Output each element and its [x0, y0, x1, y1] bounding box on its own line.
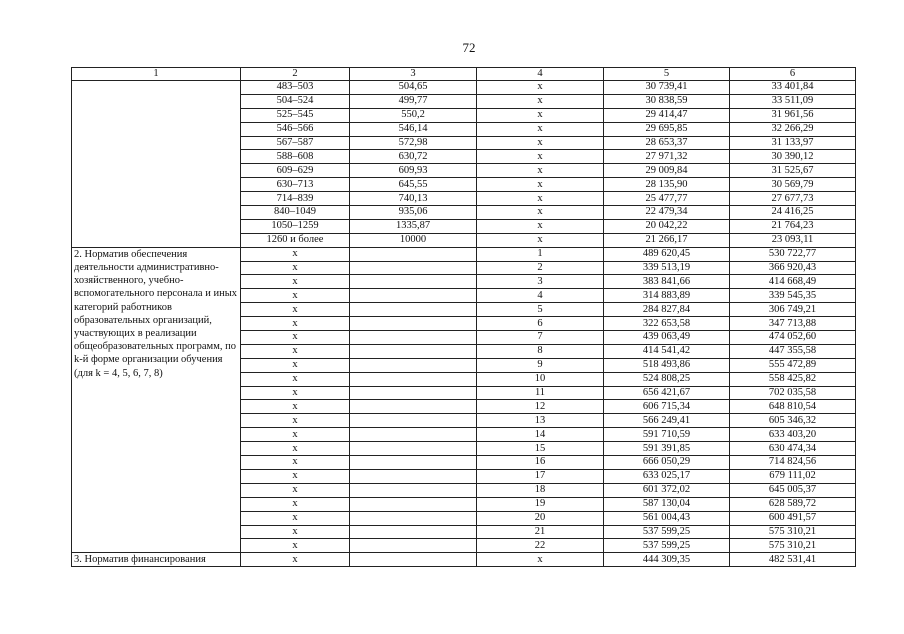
- table-cell: 19: [477, 497, 604, 511]
- table-cell: 572,98: [350, 136, 477, 150]
- table-cell: x: [241, 469, 350, 483]
- table-cell: 24 416,25: [730, 206, 856, 220]
- table-cell: x: [477, 233, 604, 247]
- table-cell: 2: [477, 261, 604, 275]
- table-cell: x: [241, 317, 350, 331]
- table-cell: [350, 344, 477, 358]
- table-cell: x: [477, 150, 604, 164]
- table-cell: x: [477, 553, 604, 567]
- table-cell: 29 695,85: [604, 122, 730, 136]
- table-cell: 28 653,37: [604, 136, 730, 150]
- table-cell: 6: [730, 68, 856, 81]
- table-cell: 6: [477, 317, 604, 331]
- table-cell: 518 493,86: [604, 358, 730, 372]
- table-cell: 7: [477, 331, 604, 345]
- table-cell: 444 309,35: [604, 553, 730, 567]
- table-cell: 33 511,09: [730, 94, 856, 108]
- table-cell: 13: [477, 414, 604, 428]
- table-cell: [350, 275, 477, 289]
- section-3-label: 3. Норматив финансирования: [72, 553, 241, 567]
- table-cell: [350, 317, 477, 331]
- table-header-row: [72, 68, 856, 81]
- table-cell: 558 425,82: [730, 372, 856, 386]
- table-cell: 27 677,73: [730, 192, 856, 206]
- table-cell: 2: [241, 68, 350, 81]
- table-cell: 22: [477, 539, 604, 553]
- table-cell: x: [477, 192, 604, 206]
- table-cell: 10: [477, 372, 604, 386]
- table-cell: 630 474,34: [730, 442, 856, 456]
- table-cell: 339 545,35: [730, 289, 856, 303]
- table-cell: 414 541,42: [604, 344, 730, 358]
- table-cell: [350, 331, 477, 345]
- table-cell: x: [241, 442, 350, 456]
- table-cell: 840–1049: [241, 206, 350, 220]
- table-cell: 575 310,21: [730, 525, 856, 539]
- table-cell: 605 346,32: [730, 414, 856, 428]
- table-cell: [350, 400, 477, 414]
- table-cell: 22 479,34: [604, 206, 730, 220]
- table-cell: 20: [477, 511, 604, 525]
- table-cell: 525–545: [241, 108, 350, 122]
- table-cell: [350, 511, 477, 525]
- table-cell: 609,93: [350, 164, 477, 178]
- table-cell: 561 004,43: [604, 511, 730, 525]
- table-cell: [350, 372, 477, 386]
- table-cell: 1050–1259: [241, 219, 350, 233]
- table-cell: 31 133,97: [730, 136, 856, 150]
- section-2-label: 2. Норматив обеспечения деятельности административно-хозяйственного, учебно-вспомогательного персонала и иных категорий работников образовательных организаций, участвующих в реализации общеобразовательных программ, по k-й форме организации обучения (для k = 4, 5, 6, 7, 8): [72, 247, 241, 553]
- table-cell: 482 531,41: [730, 553, 856, 567]
- table-cell: [350, 497, 477, 511]
- table-cell: 1: [72, 68, 241, 81]
- table-cell: x: [477, 108, 604, 122]
- table-cell: 447 355,58: [730, 344, 856, 358]
- table-cell: 8: [477, 344, 604, 358]
- table-cell: 4: [477, 68, 604, 81]
- table-cell: x: [241, 344, 350, 358]
- table-cell: x: [241, 358, 350, 372]
- table-cell: 31 525,67: [730, 164, 856, 178]
- table-cell: x: [477, 164, 604, 178]
- table-cell: x: [241, 261, 350, 275]
- table-cell: 30 838,59: [604, 94, 730, 108]
- table-cell: 630,72: [350, 150, 477, 164]
- table-cell: x: [477, 94, 604, 108]
- table-cell: x: [241, 331, 350, 345]
- table-body: [72, 68, 856, 567]
- table-cell: [350, 456, 477, 470]
- table-cell: 740,13: [350, 192, 477, 206]
- table-cell: 20 042,22: [604, 219, 730, 233]
- norms-table: [71, 67, 856, 567]
- table-cell: 322 653,58: [604, 317, 730, 331]
- table-cell: x: [241, 303, 350, 317]
- table-cell: 4: [477, 289, 604, 303]
- table-cell: x: [241, 275, 350, 289]
- table-cell: 645,55: [350, 178, 477, 192]
- table-cell: [350, 303, 477, 317]
- table-cell: 474 052,60: [730, 331, 856, 345]
- table-cell: 633 403,20: [730, 428, 856, 442]
- table-cell: 499,77: [350, 94, 477, 108]
- table-cell: x: [477, 122, 604, 136]
- table-cell: 566 249,41: [604, 414, 730, 428]
- table-cell: 1260 и более: [241, 233, 350, 247]
- table-cell: 306 749,21: [730, 303, 856, 317]
- page-number: 72: [462, 40, 476, 55]
- table-cell: x: [241, 414, 350, 428]
- table-cell: 284 827,84: [604, 303, 730, 317]
- table-cell: 21: [477, 525, 604, 539]
- table-cell: 606 715,34: [604, 400, 730, 414]
- table-cell: [350, 469, 477, 483]
- table-cell: [350, 428, 477, 442]
- table-cell: 11: [477, 386, 604, 400]
- table-cell: 10000: [350, 233, 477, 247]
- table-cell: 567–587: [241, 136, 350, 150]
- table-cell: 5: [604, 68, 730, 81]
- table-cell: 21 266,17: [604, 233, 730, 247]
- table-cell: 714–839: [241, 192, 350, 206]
- table-cell: [350, 414, 477, 428]
- table-cell: 18: [477, 483, 604, 497]
- table-cell: 489 620,45: [604, 247, 730, 261]
- table-cell: x: [241, 539, 350, 553]
- table-cell: x: [241, 247, 350, 261]
- table-cell: x: [477, 206, 604, 220]
- table-cell: x: [241, 456, 350, 470]
- table-cell: 546–566: [241, 122, 350, 136]
- table-cell: 656 421,67: [604, 386, 730, 400]
- table-cell: 30 739,41: [604, 81, 730, 95]
- table-cell: 504–524: [241, 94, 350, 108]
- table-cell: [350, 358, 477, 372]
- table-cell: 15: [477, 442, 604, 456]
- table-cell: 537 599,25: [604, 525, 730, 539]
- table-cell: x: [241, 289, 350, 303]
- table-cell: 600 491,57: [730, 511, 856, 525]
- table-cell: 439 063,49: [604, 331, 730, 345]
- table-cell: x: [241, 553, 350, 567]
- table-cell: 31 961,56: [730, 108, 856, 122]
- table-cell: 33 401,84: [730, 81, 856, 95]
- table-cell: 591 391,85: [604, 442, 730, 456]
- table-cell: 3: [350, 68, 477, 81]
- table-cell: [350, 553, 477, 567]
- table-cell: 935,06: [350, 206, 477, 220]
- table-cell: x: [241, 400, 350, 414]
- table-cell: 383 841,66: [604, 275, 730, 289]
- table-cell: 347 713,88: [730, 317, 856, 331]
- table-cell: x: [241, 372, 350, 386]
- table-cell: x: [241, 386, 350, 400]
- table-cell: 9: [477, 358, 604, 372]
- table-row: [72, 553, 856, 567]
- table-cell: 414 668,49: [730, 275, 856, 289]
- table-cell: 537 599,25: [604, 539, 730, 553]
- table-cell: 587 130,04: [604, 497, 730, 511]
- table-cell: 575 310,21: [730, 539, 856, 553]
- table-cell: 648 810,54: [730, 400, 856, 414]
- table-cell: [350, 289, 477, 303]
- table-cell: 3: [477, 275, 604, 289]
- table-cell: 609–629: [241, 164, 350, 178]
- table-cell: [350, 247, 477, 261]
- table-cell: 32 266,29: [730, 122, 856, 136]
- table-cell: x: [241, 497, 350, 511]
- table-cell: 555 472,89: [730, 358, 856, 372]
- table-cell: 29 009,84: [604, 164, 730, 178]
- table-cell: 645 005,37: [730, 483, 856, 497]
- table-cell: 30 569,79: [730, 178, 856, 192]
- table-cell: 12: [477, 400, 604, 414]
- table-row: [72, 81, 856, 95]
- table-cell: [350, 442, 477, 456]
- table-cell: 27 971,32: [604, 150, 730, 164]
- table-cell: x: [477, 178, 604, 192]
- table-cell: 14: [477, 428, 604, 442]
- table-cell: 28 135,90: [604, 178, 730, 192]
- table-row: [72, 247, 856, 261]
- section-1-label: [72, 81, 241, 248]
- table-cell: 1335,87: [350, 219, 477, 233]
- table-cell: 633 025,17: [604, 469, 730, 483]
- table-cell: 630–713: [241, 178, 350, 192]
- table-cell: 17: [477, 469, 604, 483]
- table-cell: 588–608: [241, 150, 350, 164]
- table-cell: 666 050,29: [604, 456, 730, 470]
- table-cell: [350, 386, 477, 400]
- table-cell: 591 710,59: [604, 428, 730, 442]
- table-cell: x: [241, 525, 350, 539]
- table-cell: x: [241, 483, 350, 497]
- table-cell: 601 372,02: [604, 483, 730, 497]
- table-cell: 339 513,19: [604, 261, 730, 275]
- table-cell: 314 883,89: [604, 289, 730, 303]
- table-cell: 550,2: [350, 108, 477, 122]
- table-cell: 25 477,77: [604, 192, 730, 206]
- table-cell: 16: [477, 456, 604, 470]
- table-cell: 1: [477, 247, 604, 261]
- table-cell: 702 035,58: [730, 386, 856, 400]
- table-cell: 628 589,72: [730, 497, 856, 511]
- table-cell: 714 824,56: [730, 456, 856, 470]
- table-cell: 5: [477, 303, 604, 317]
- table-cell: 30 390,12: [730, 150, 856, 164]
- table-cell: 679 111,02: [730, 469, 856, 483]
- table-cell: 366 920,43: [730, 261, 856, 275]
- table-cell: 546,14: [350, 122, 477, 136]
- table-cell: 524 808,25: [604, 372, 730, 386]
- table-cell: [350, 539, 477, 553]
- table-cell: 504,65: [350, 81, 477, 95]
- table-cell: x: [477, 219, 604, 233]
- table-cell: [350, 525, 477, 539]
- table-cell: 23 093,11: [730, 233, 856, 247]
- table-cell: x: [241, 511, 350, 525]
- table-cell: 530 722,77: [730, 247, 856, 261]
- table-cell: 21 764,23: [730, 219, 856, 233]
- table-cell: 29 414,47: [604, 108, 730, 122]
- table-cell: x: [477, 136, 604, 150]
- table-cell: x: [241, 428, 350, 442]
- table-cell: [350, 483, 477, 497]
- table-cell: [350, 261, 477, 275]
- table-cell: 483–503: [241, 81, 350, 95]
- table-cell: x: [477, 81, 604, 95]
